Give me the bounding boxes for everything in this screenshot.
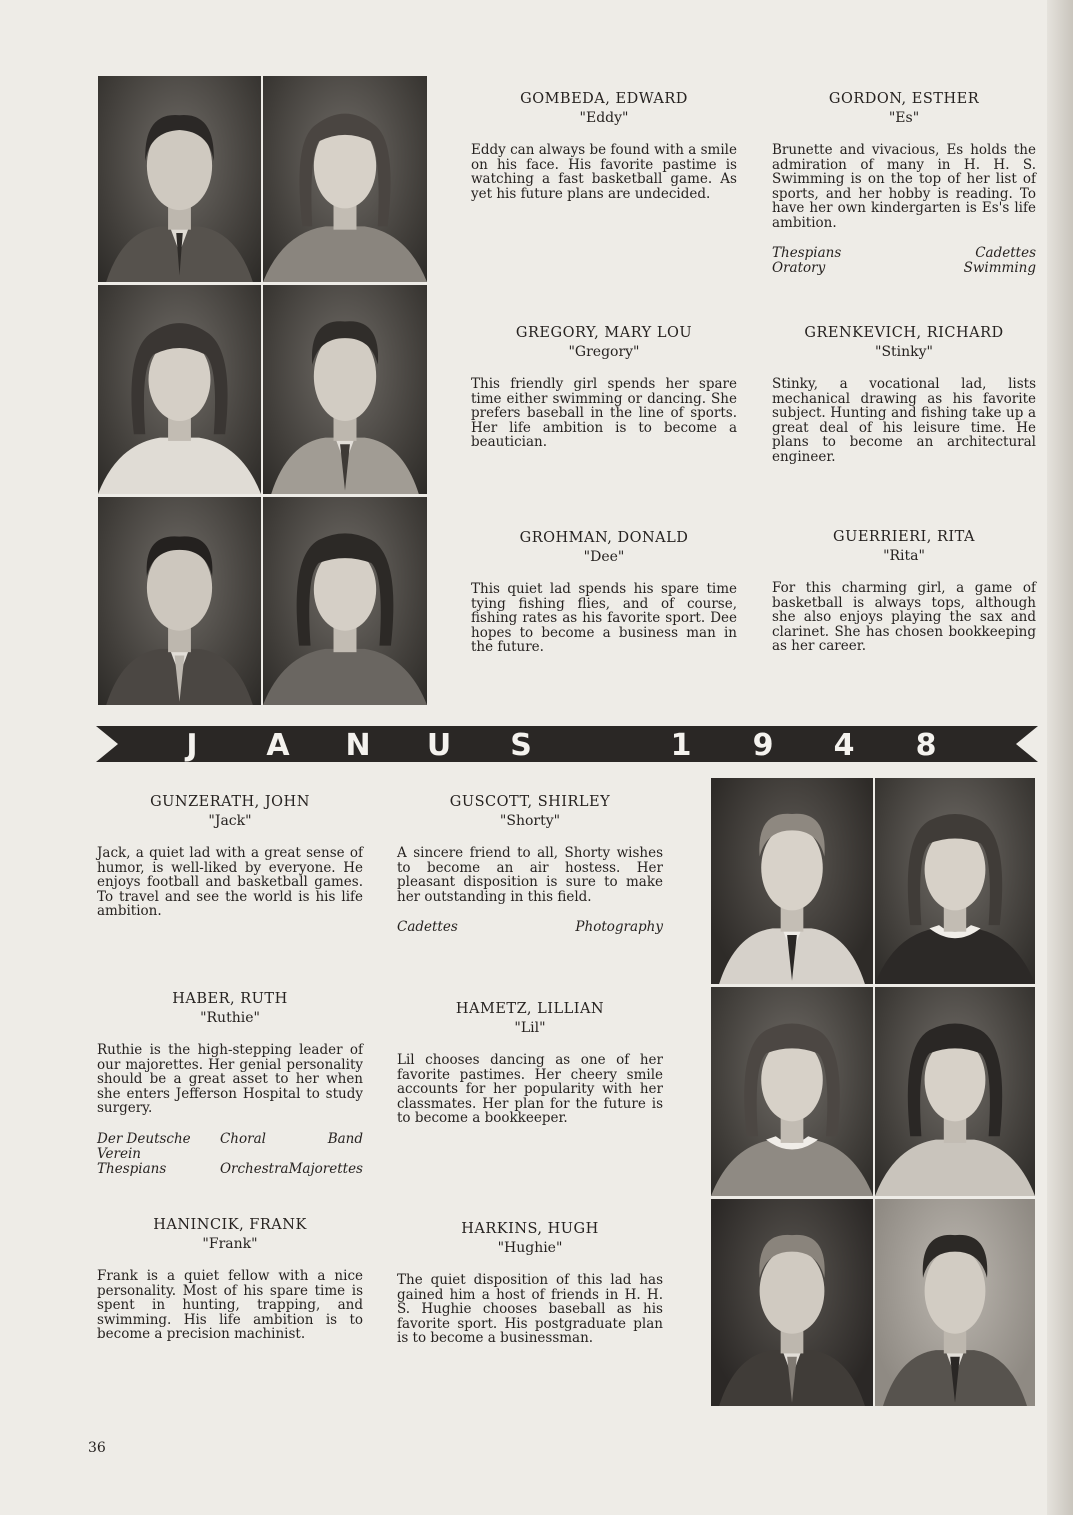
activities (772, 246, 1036, 276)
activity: Majorettes (288, 1160, 363, 1177)
student-nickname: "Es" (888, 109, 920, 126)
banner-letter: 9 (752, 728, 774, 763)
activity: Choral (219, 1130, 266, 1147)
entry-hanincik (97, 1218, 363, 1342)
student-bio: Eddy can always be found with a smile on his face. His favorite pastime is watching a fast basketball game. As yet his future plans are undecided. (471, 142, 737, 202)
portrait-guscott (875, 778, 1035, 984)
portrait-gregory (98, 285, 261, 494)
student-nickname: "Shorty" (499, 812, 561, 829)
student-name: GOMBEDA, EDWARD (520, 91, 688, 107)
portrait-guerrieri (263, 497, 427, 705)
student-nickname: "Lil" (514, 1019, 546, 1036)
student-bio: Brunette and vivacious, Es holds the admiration of many in H. H. S. Swimming is on the top of her list of sports, and her hobby is reading. To have her own kindergarten is Es's life ambition. (772, 142, 1036, 231)
student-name: HAMETZ, LILLIAN (455, 1001, 605, 1017)
student-bio: Lil chooses dancing as one of her favorite pastimes. Her cheery smile accounts for her popularity with her classmates. Her plan for the future is to become a bookkeeper. (397, 1052, 663, 1126)
entry-gordon (772, 92, 1036, 276)
activity: Thespians (772, 245, 842, 261)
student-nickname: "Jack" (208, 812, 252, 829)
page-number: 36 (88, 1440, 106, 1456)
banner-letter: 8 (915, 728, 937, 763)
banner-letter: N (345, 728, 371, 763)
student-bio: Ruthie is the high-stepping leader of our majorettes. Her genial personality should be a great asset to her when she enters Jefferson Hospital to study surgery. (97, 1042, 363, 1116)
student-name: HARKINS, HUGH (461, 1221, 599, 1237)
portrait-grohman (98, 497, 261, 705)
banner-letter: J (186, 728, 198, 763)
entry-gregory (471, 326, 737, 450)
student-bio: For this charming girl, a game of basketball is always tops, although she also enjoys playing the sax and clarinet. She has chosen bookkeeping as her career. (772, 580, 1036, 654)
student-name: GUERRIERI, RITA (833, 529, 975, 545)
activities (397, 920, 663, 935)
student-bio: This friendly girl spends her spare time either swimming or dancing. She prefers baseball in the line of sports. Her life ambition is to become a beautician. (471, 376, 737, 450)
activity: Thespians (97, 1160, 167, 1177)
portrait-hanincik (711, 1199, 873, 1406)
entry-gombeda (471, 92, 737, 201)
activities (97, 1132, 363, 1177)
activity: Der Deutsche Verein (97, 1130, 191, 1162)
entry-grenkevich (772, 326, 1036, 464)
activity: Oratory (772, 260, 826, 276)
banner-band (96, 726, 1038, 762)
portrait-haber (711, 987, 873, 1196)
student-nickname: "Stinky" (875, 343, 933, 360)
portrait-gombeda (98, 76, 261, 282)
student-bio: This quiet lad spends his spare time tying fishing flies, and of course, fishing rates as his favorite sport. Dee hopes to become a business man in the future. (471, 581, 737, 655)
student-nickname: "Eddy" (579, 109, 629, 126)
student-nickname: "Dee" (583, 548, 625, 565)
entry-gunzerath (97, 795, 363, 919)
page-edge-shadow (1047, 0, 1073, 1515)
entry-hametz (397, 1002, 663, 1126)
entry-guerrieri (772, 530, 1036, 654)
student-name: HANINCIK, FRANK (153, 1217, 307, 1233)
portrait-hametz (875, 987, 1035, 1196)
portrait-harkins (875, 1199, 1035, 1406)
banner-letter: A (266, 728, 290, 763)
student-bio: Stinky, a vocational lad, lists mechanical drawing as his favorite subject. Hunting and fishing take up a great deal of his leisure time. He plans to become an architectural engineer. (772, 376, 1036, 465)
student-name: GROHMAN, DONALD (519, 530, 689, 546)
entry-grohman (471, 531, 737, 655)
banner-letter: 1 (670, 728, 692, 763)
activity: Cadettes (975, 245, 1036, 261)
entry-guscott (397, 795, 663, 935)
entry-harkins (397, 1222, 663, 1346)
entry-haber (97, 992, 363, 1177)
banner-letter: U (426, 728, 452, 763)
portrait-grenkevich (263, 285, 427, 494)
banner-letter: S (510, 728, 532, 763)
student-bio: The quiet disposition of this lad has gained him a host of friends in H. H. S. Hughie chooses baseball as his favorite sport. His postgraduate plan is to become a businessman. (397, 1272, 663, 1346)
student-name: GREGORY, MARY LOU (515, 325, 693, 341)
activity: Orchestra (219, 1160, 289, 1177)
student-name: GUNZERATH, JOHN (150, 794, 310, 810)
student-nickname: "Rita" (883, 547, 925, 564)
student-nickname: "Gregory" (568, 343, 640, 360)
student-bio: Frank is a quiet fellow with a nice personality. Most of his spare time is spent in hunting, trapping, and swimming. His life ambition is to become a precision machinist. (97, 1268, 363, 1342)
student-nickname: "Hughie" (497, 1239, 563, 1256)
student-nickname: "Ruthie" (200, 1009, 260, 1026)
student-name: GORDON, ESTHER (828, 91, 980, 107)
activity: Photography (575, 919, 663, 935)
banner-letter: 4 (833, 728, 855, 763)
activity: Band (327, 1130, 363, 1147)
student-bio: Jack, a quiet lad with a great sense of humor, is well-liked by everyone. He enjoys football and basketball games. To travel and see the world is his life ambition. (97, 845, 363, 919)
activity: Swimming (963, 260, 1036, 276)
student-name: HABER, RUTH (172, 991, 288, 1007)
student-bio: A sincere friend to all, Shorty wishes to become an air hostess. Her pleasant disposition is sure to make her outstanding in this field. (397, 845, 663, 905)
portrait-gunzerath (711, 778, 873, 984)
january-1948-banner (96, 724, 1038, 764)
student-name: GUSCOTT, SHIRLEY (449, 794, 611, 810)
activity: Cadettes (397, 919, 458, 935)
student-name: GRENKEVICH, RICHARD (804, 325, 1004, 341)
portrait-gordon (263, 76, 427, 282)
student-nickname: "Frank" (202, 1235, 258, 1252)
